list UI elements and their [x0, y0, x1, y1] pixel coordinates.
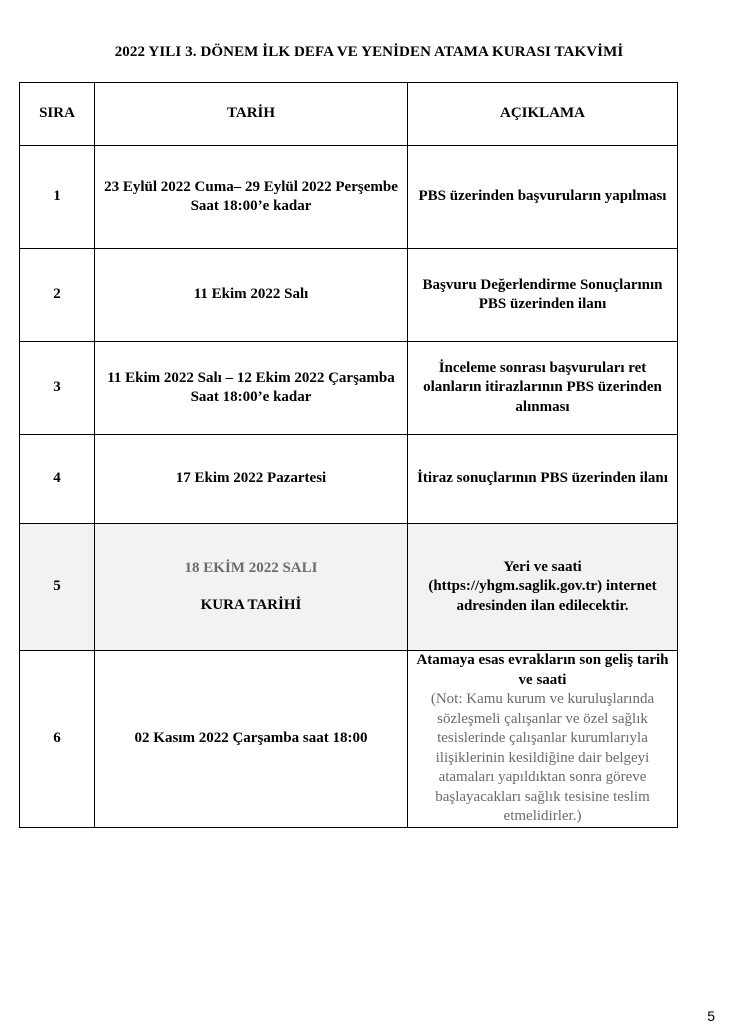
table-row [20, 651, 678, 828]
table-row [20, 146, 678, 249]
row-tarih: 11 Ekim 2022 Salı [95, 249, 408, 342]
table-row [20, 435, 678, 524]
header-tarih: TARİH [95, 83, 408, 146]
row-sira: 3 [20, 342, 95, 435]
row-sira: 4 [20, 435, 95, 524]
document-title: 2022 YILI 3. DÖNEM İLK DEFA VE YENİDEN ATAMA KURASI TAKVİMİ [114, 44, 624, 60]
row-sira: 1 [20, 146, 95, 249]
table-row-highlighted [20, 524, 678, 651]
row-aciklama: PBS üzerinden başvuruların yapılması [408, 146, 678, 249]
kura-date: 18 EKİM 2022 SALI [184, 559, 318, 576]
row-tarih: 02 Kasım 2022 Çarşamba saat 18:00 [95, 651, 408, 828]
row-aciklama-cell [408, 651, 678, 828]
row-sira: 6 [20, 651, 95, 828]
schedule-table [19, 82, 678, 828]
row-aciklama-note: (Not: Kamu kurum ve kuruluşlarında sözleşmeli çalışanlar ve özel sağlık tesislerinde çalışanlar kurumlarıyla ilişiklerinin kesildiğine dair belgeyi atamaları yapıldıktan sonra göreve başlayacakları sağlık tesisine teslim etmelidirler.) [430, 691, 655, 824]
row-sira: 2 [20, 249, 95, 342]
table-row [20, 342, 678, 435]
row-tarih: 17 Ekim 2022 Pazartesi [95, 435, 408, 524]
row-aciklama: Yeri ve saati (https://yhgm.saglik.gov.tr) internet adresinden ilan edilecektir. [408, 524, 678, 651]
row-aciklama: İnceleme sonrası başvuruları ret olanların itirazlarının PBS üzerinden alınması [408, 342, 678, 435]
header-aciklama: AÇIKLAMA [408, 83, 678, 146]
row-sira: 5 [20, 524, 95, 651]
kura-label: KURA TARİHİ [200, 597, 302, 613]
table-row [20, 249, 678, 342]
row-tarih: 23 Eylül 2022 Cuma– 29 Eylül 2022 Perşembe Saat 18:00’e kadar [95, 146, 408, 249]
header-sira: SIRA [20, 83, 95, 146]
row-aciklama: Başvuru Değerlendirme Sonuçlarının PBS üzerinden ilanı [408, 249, 678, 342]
page-number: 5 [707, 1008, 715, 1024]
row-tarih-cell [95, 524, 408, 651]
table-header-row [20, 83, 678, 146]
row-aciklama: İtiraz sonuçlarının PBS üzerinden ilanı [408, 435, 678, 524]
row-tarih: 11 Ekim 2022 Salı – 12 Ekim 2022 Çarşamba Saat 18:00’e kadar [95, 342, 408, 435]
row-aciklama: Atamaya esas evrakların son geliş tarih ve saati [416, 652, 669, 688]
